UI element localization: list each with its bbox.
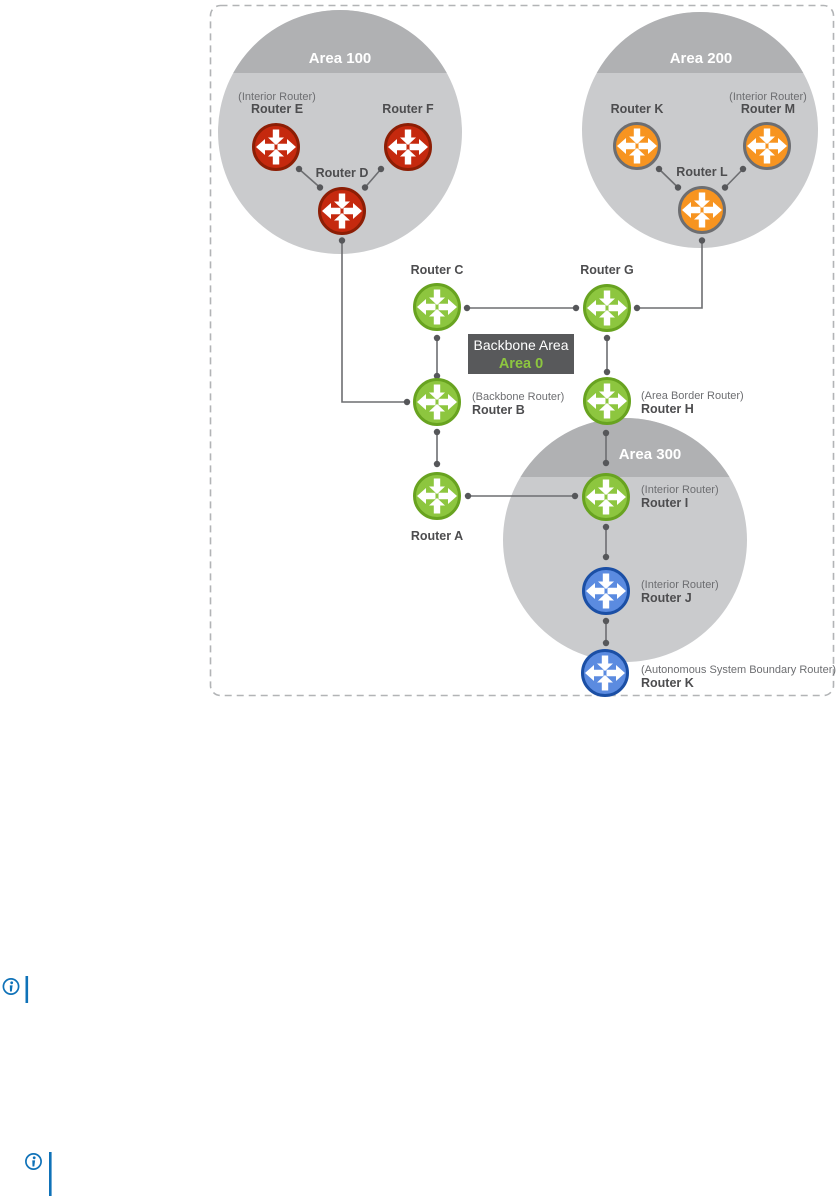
connection-b-a [434, 429, 440, 467]
router-h-qualifier: (Area Border Router) [641, 390, 744, 402]
router-i-qualifier: (Interior Router) [641, 484, 719, 496]
router-e [254, 125, 299, 170]
router-b-qualifier: (Backbone Router) [472, 391, 565, 403]
area-300 [503, 418, 747, 662]
router-j-qualifier: (Interior Router) [641, 579, 719, 591]
router-k-asbr [583, 651, 628, 696]
note-divider [26, 976, 29, 1003]
router-i-label: Router I [641, 496, 689, 510]
router-m-label: Router M [740, 102, 796, 116]
connection-g-h [604, 335, 610, 375]
router-m-qualifier: (Interior Router) [729, 91, 807, 103]
router-e-qualifier: (Interior Router) [238, 91, 316, 103]
note-callout-2 [26, 1152, 52, 1196]
router-b [415, 380, 460, 425]
connection-l-g [634, 237, 705, 311]
router-c [415, 285, 460, 330]
router-k-asbr-label: Router K [641, 676, 694, 690]
connection-c-g [464, 305, 579, 311]
router-c-label: Router C [410, 263, 464, 277]
router-k-area200 [615, 124, 660, 169]
info-icon [3, 979, 18, 994]
backbone-area-box [468, 334, 574, 374]
router-i [584, 475, 629, 520]
router-d [320, 189, 365, 234]
info-icon [26, 1154, 41, 1169]
router-h [585, 379, 630, 424]
note-callout-1 [3, 976, 28, 1003]
backbone-subtitle: Area 0 [498, 356, 544, 372]
router-g [585, 286, 630, 331]
connection-c-b [434, 335, 440, 379]
backbone-title: Backbone Area [473, 337, 569, 353]
router-g-label: Router G [580, 263, 634, 277]
router-f [386, 125, 431, 170]
router-a [415, 474, 460, 519]
router-j [584, 569, 629, 614]
router-l-label: Router L [676, 165, 728, 179]
router-k-area200-label: Router K [610, 102, 664, 116]
note-divider [49, 1152, 52, 1196]
router-h-label: Router H [641, 402, 694, 416]
connection-d-b [339, 237, 410, 405]
router-d-label: Router D [315, 166, 369, 180]
router-j-label: Router J [641, 591, 692, 605]
area-100-label: Area 100 [308, 50, 372, 67]
area-300-label: Area 300 [618, 446, 682, 463]
router-a-label: Router A [410, 529, 464, 543]
router-k-asbr-qualifier: (Autonomous System Boundary Router) [641, 664, 837, 676]
area-200-label: Area 200 [669, 50, 733, 67]
router-l [680, 188, 725, 233]
router-e-label: Router E [250, 102, 304, 116]
router-b-label: Router B [472, 403, 525, 417]
router-m [745, 124, 790, 169]
router-f-label: Router F [382, 102, 434, 116]
